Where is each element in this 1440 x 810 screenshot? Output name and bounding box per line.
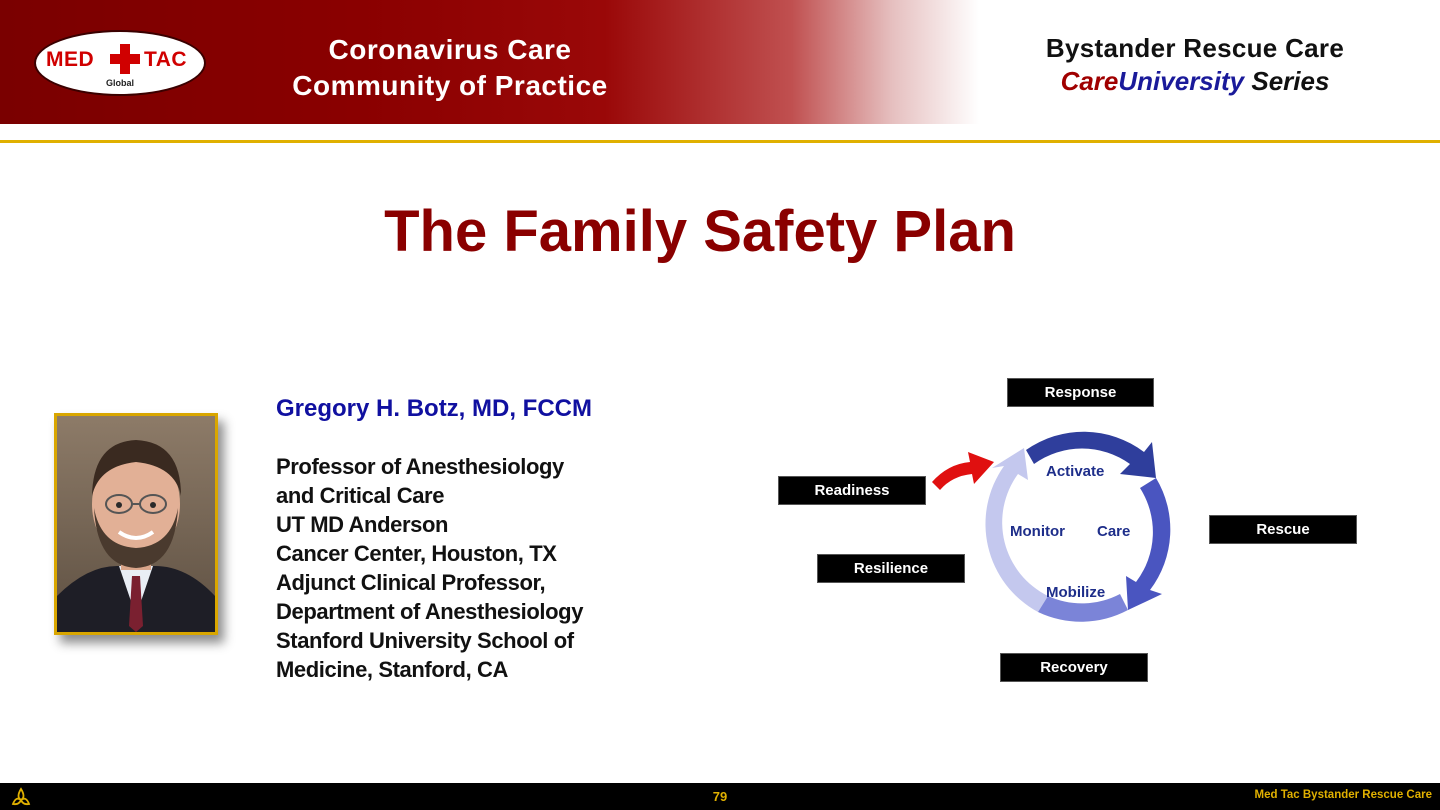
box-resilience: Resilience [817, 554, 965, 583]
community-title-line2: Community of Practice [292, 70, 608, 101]
bio-line: Cancer Center, Houston, TX [276, 541, 557, 566]
slide-title: The Family Safety Plan [384, 199, 1016, 264]
readiness-red-arrow [932, 452, 994, 490]
page-number: 79 [712, 789, 728, 804]
series-series-word: Series [1251, 66, 1330, 96]
series-title-line2 [1000, 65, 1390, 98]
header-divider [0, 140, 1440, 143]
series-title-line1: Bystander Rescue Care [1045, 33, 1345, 63]
bio-line: Professor of Anesthesiology [276, 454, 564, 479]
bio-line: and Critical Care [276, 483, 445, 508]
bio-line: Medicine, Stanford, CA [276, 657, 508, 682]
med-tac-logo [34, 30, 206, 96]
box-response: Response [1007, 378, 1154, 407]
box-readiness: Readiness [778, 476, 926, 505]
cycle-label-care: Care [1097, 523, 1131, 540]
logo-text-med: MED [46, 48, 95, 71]
community-title-line1: Coronavirus Care [328, 34, 572, 65]
logo-text-global: Global [105, 78, 134, 88]
bio-line: UT MD Anderson [276, 512, 449, 537]
speaker-bio [276, 452, 676, 684]
community-title [250, 32, 650, 104]
box-rescue: Rescue [1209, 515, 1357, 544]
series-university-word: University [1118, 66, 1245, 96]
triquetra-logo-icon [10, 787, 32, 807]
cycle-arrow-care [1126, 478, 1170, 610]
footer-caption: Med Tac Bystander Rescue Care [1254, 789, 1432, 801]
cycle-label-mobilize: Mobilize [1046, 584, 1106, 601]
footer-bar [0, 783, 1440, 810]
speaker-name: Gregory H. Botz, MD, FCCM [276, 395, 592, 422]
series-title [1000, 32, 1390, 98]
series-care-word: Care [1060, 66, 1119, 96]
bio-line: Adjunct Clinical Professor, [276, 570, 546, 595]
cycle-label-activate: Activate [1046, 463, 1105, 480]
cycle-label-monitor: Monitor [1010, 523, 1065, 540]
box-recovery: Recovery [1000, 653, 1148, 682]
speaker-photo [54, 413, 218, 635]
red-cross-icon [108, 42, 142, 76]
bio-line: Department of Anesthesiology [276, 599, 584, 624]
bio-line: Stanford University School of [276, 628, 574, 653]
logo-text-tac: TAC [144, 48, 188, 71]
speaker-portrait-icon [57, 416, 215, 632]
cycle-diagram [930, 418, 1200, 642]
